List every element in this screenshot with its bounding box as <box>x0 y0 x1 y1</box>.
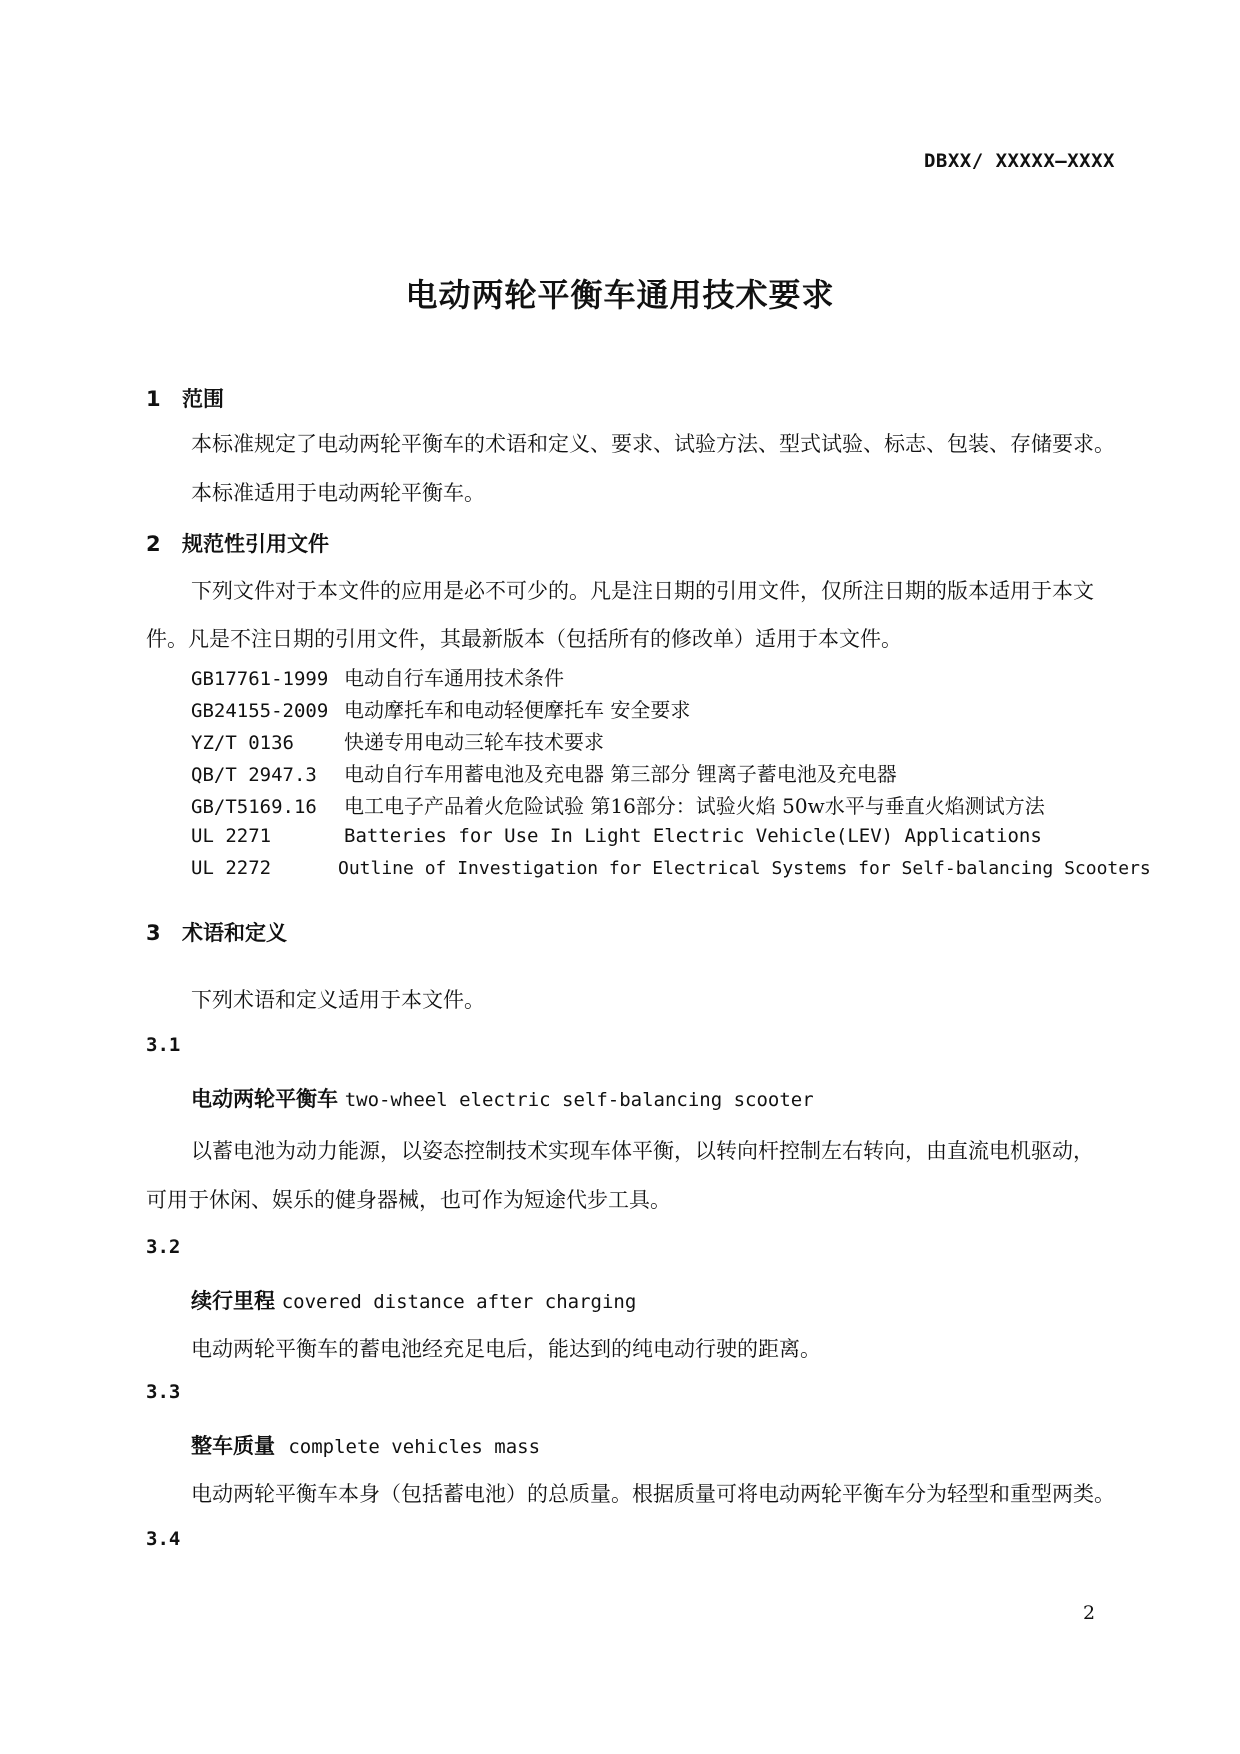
term-entry <box>191 1083 814 1113</box>
term-zh: 整车质量 <box>191 1434 275 1458</box>
reference-code: YZ/T 0136 <box>191 732 294 754</box>
term-zh: 续行里程 <box>191 1289 275 1313</box>
document-code: DBXX/ XXXXX—XXXX <box>923 150 1115 172</box>
reference-code: QB/T 2947.3 <box>191 764 317 786</box>
reference-item <box>191 855 1151 879</box>
term-definition-line-2: 可用于休闲、娱乐的健身器械，也可作为短途代步工具。 <box>146 1188 671 1212</box>
reference-item <box>191 758 897 787</box>
reference-item <box>191 694 690 723</box>
clause-number: 3.3 <box>146 1381 181 1403</box>
reference-title: 电动摩托车和电动轻便摩托车 安全要求 <box>344 698 691 722</box>
section-number: 1 <box>146 387 161 411</box>
term-definition-line-1: 电动两轮平衡车本身（包括蓄电池）的总质量。根据质量可将电动两轮平衡车分为轻型和重型两类。 <box>191 1482 1115 1506</box>
reference-code: GB/T5169.16 <box>191 796 317 818</box>
section-1-paragraph-1: 本标准规定了电动两轮平衡车的术语和定义、要求、试验方法、型式试验、标志、包装、存储要求。 <box>191 432 1115 456</box>
term-definition-line-1: 以蓄电池为动力能源，以姿态控制技术实现车体平衡，以转向杆控制左右转向，由直流电机驱动， <box>191 1139 1094 1163</box>
section-1-heading <box>146 383 224 413</box>
term-en: covered distance after charging <box>281 1291 637 1313</box>
clause-number: 3.2 <box>146 1236 181 1258</box>
term-entry <box>191 1430 540 1460</box>
section-2-heading <box>146 528 329 558</box>
reference-title: 快递专用电动三轮车技术要求 <box>344 730 604 754</box>
reference-item <box>191 662 564 691</box>
reference-title: 电动自行车通用技术条件 <box>344 666 564 690</box>
reference-title: 电动自行车用蓄电池及充电器 第三部分 锂离子蓄电池及充电器 <box>344 762 897 786</box>
reference-title: Outline of Investigation for Electrical Systems for Self-balancing Scooters <box>338 858 1151 879</box>
section-title: 范围 <box>182 387 224 411</box>
reference-item <box>191 790 1045 819</box>
section-2-paragraph-line-2: 件。凡是不注日期的引用文件，其最新版本（包括所有的修改单）适用于本文件。 <box>146 627 902 651</box>
reference-item <box>191 823 1042 847</box>
section-2-paragraph-line-1: 下列文件对于本文件的应用是必不可少的。凡是注日期的引用文件，仅所注日期的版本适用于本文 <box>191 579 1094 603</box>
section-1-paragraph-2: 本标准适用于电动两轮平衡车。 <box>191 481 485 505</box>
section-number: 2 <box>146 532 161 556</box>
clause-number: 3.4 <box>146 1528 181 1550</box>
section-title: 规范性引用文件 <box>182 532 329 556</box>
reference-item <box>191 726 604 755</box>
reference-code: GB17761-1999 <box>191 668 329 690</box>
clause-number: 3.1 <box>146 1034 181 1056</box>
section-3-heading <box>146 917 287 947</box>
term-definition-line-1: 电动两轮平衡车的蓄电池经充足电后，能达到的纯电动行驶的距离。 <box>191 1337 821 1361</box>
reference-title: Batteries for Use In Light Electric Vehicle(LEV) Applications <box>344 825 1042 847</box>
document-title: 电动两轮平衡车通用技术要求 <box>405 276 835 314</box>
term-entry <box>191 1285 636 1315</box>
reference-title: 电工电子产品着火危险试验 第16部分：试验火焰 50w水平与垂直火焰测试方法 <box>344 794 1045 818</box>
section-title: 术语和定义 <box>182 921 287 945</box>
term-en: two-wheel electric self-balancing scooter <box>344 1089 814 1111</box>
term-zh: 电动两轮平衡车 <box>191 1087 338 1111</box>
reference-code: UL 2271 <box>191 825 272 847</box>
reference-code: UL 2272 <box>191 857 272 879</box>
page-number: 2 <box>1083 1602 1096 1624</box>
reference-code: GB24155-2009 <box>191 700 329 722</box>
section-number: 3 <box>146 921 161 945</box>
section-3-intro: 下列术语和定义适用于本文件。 <box>191 988 485 1012</box>
term-en: complete vehicles mass <box>288 1436 541 1458</box>
